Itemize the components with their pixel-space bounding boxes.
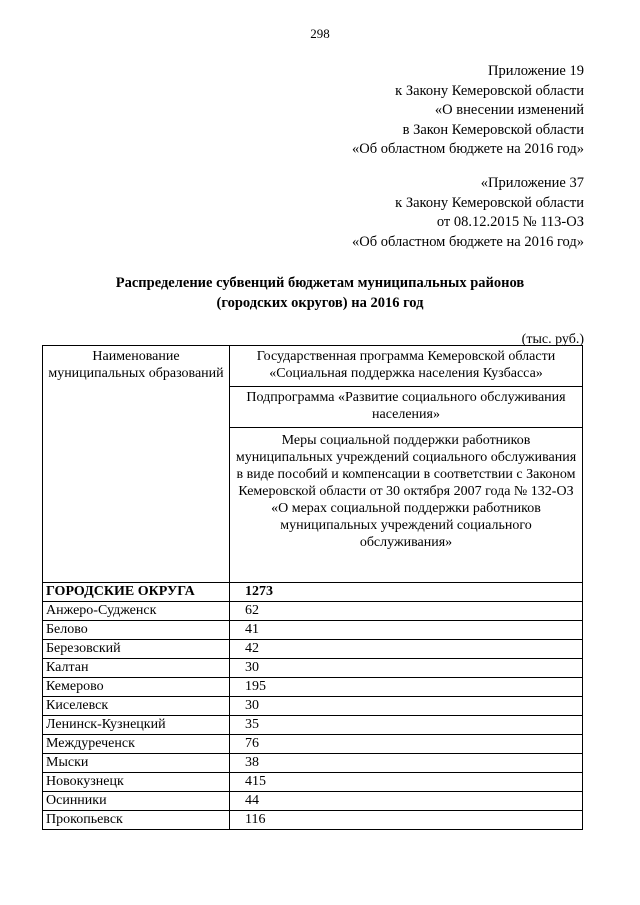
subvention-value: 42 [230,640,583,659]
table-row [43,602,583,621]
annex-line: Приложение 19 [488,63,584,79]
table-row [43,792,583,811]
title-line: (городских округов) на 2016 год [216,295,424,311]
annex-line: к Закону Кемеровской области [395,194,584,211]
annex-line: «Об областном бюджете на 2016 год» [352,233,584,250]
municipality-name: Киселевск [43,697,230,716]
municipality-name: Мыски [43,754,230,773]
program-header: Государственная программа Кемеровской области «Социальная поддержка населения Кузбасса» [230,346,583,387]
table-row [43,773,583,792]
municipality-name: Осинники [43,792,230,811]
municipality-name: Ленинск-Кузнецкий [43,716,230,735]
table-row [43,659,583,678]
table-row [43,716,583,735]
annex-line: от 08.12.2015 № 113-ОЗ [436,214,584,230]
original-annex-block [352,174,584,252]
municipality-column-header: Наименование муниципальных образований [43,346,230,583]
annex-line: «Об областном бюджете на 2016 год» [352,141,584,157]
units-label: (тыс. руб.) [521,332,584,347]
table-row [43,811,583,830]
title-line: Распределение субвенций бюджетам муниципальных районов [115,275,525,291]
subvention-value: 30 [230,697,583,716]
municipality-name: Березовский [43,640,230,659]
municipality-name: Новокузнецк [43,773,230,792]
municipality-name: Кемерово [43,678,230,697]
total-row [43,583,583,602]
page-number: 298 [310,26,330,41]
annex-line: в Закон Кемеровской области [402,121,584,138]
subvention-value: 62 [230,602,583,621]
annex-reference-block [352,62,584,160]
municipality-name: Калтан [43,659,230,678]
total-value: 1273 [230,583,583,602]
total-name: ГОРОДСКИЕ ОКРУГА [43,583,230,602]
annex-line: «Приложение 37 [480,175,584,191]
subvention-value: 195 [230,678,583,697]
municipality-name: Анжеро-Судженск [43,602,230,621]
annex-line: «О внесении изменений [434,102,584,118]
subvention-value: 415 [230,773,583,792]
table-row [43,640,583,659]
annex-line: к Закону Кемеровской области [395,82,584,99]
table-row [43,735,583,754]
subvention-value: 35 [230,716,583,735]
table-row [43,621,583,640]
subvention-value: 41 [230,621,583,640]
document-title [0,273,640,313]
subvention-value: 116 [230,811,583,830]
measure-header: Меры социальной поддержки работников муниципальных учреждений социального обслуживания в виде пособий и компенсации в соответствии с Законом Кемеровской области от 30 октября 2007 года № 132-ОЗ «О мерах социальной поддержки работников муниципальных учреждений социального обслуживания» [230,428,583,583]
subvention-value: 30 [230,659,583,678]
municipality-name: Прокопьевск [43,811,230,830]
municipality-name: Междуреченск [43,735,230,754]
table-row [43,697,583,716]
subprogram-header: Подпрограмма «Развитие социального обслуживания населения» [230,387,583,428]
subvention-value: 38 [230,754,583,773]
table-row [43,678,583,697]
subvention-value: 44 [230,792,583,811]
subvention-value: 76 [230,735,583,754]
subventions-table [42,345,583,830]
municipality-name: Белово [43,621,230,640]
table-row [43,754,583,773]
